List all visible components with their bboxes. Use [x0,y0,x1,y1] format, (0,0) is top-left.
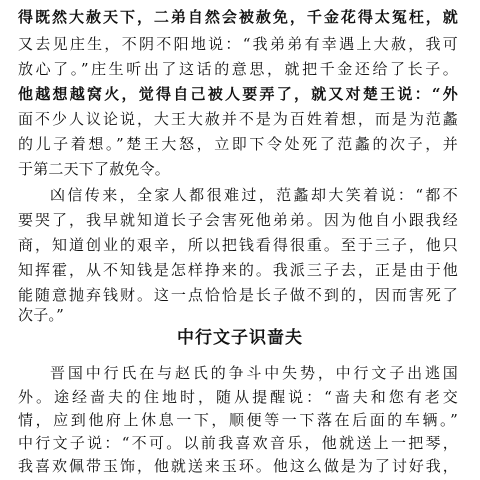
text-line: 得既然大赦天下，二弟自然会被赦免，千金花得太冤枉，就 [18,8,458,26]
text-line: 他越想越窝火，觉得自己被人要弄了，就又对楚王说：“外 [18,85,458,103]
text-line: 外。途经啬夫的住地时，随从提醒说：“啬夫和您有老交 [18,388,458,406]
paragraph-start-line: 晋国中行氏在与赵氏的争斗中失势，中行文子出逃国 [50,364,458,382]
text-line: 情，应到他府上休息一下，顺便等一下落在后面的车辆。” [18,411,458,429]
text-line: 面不少人议论说，大王大赦并不是为百姓着想，而是为范蠡 [18,110,458,128]
text-line: 商，知道创业的艰辛，所以把钱看得很重。至于三子，他只 [18,236,458,254]
text-line: 于第二天下了赦免令。 [18,160,171,178]
section-heading: 中行文子识啬夫 [177,328,303,348]
text-line: 放心了。”庄生听出了这话的意思，就把千金还给了长子。 [18,60,458,78]
paragraph-start-line: 凶信传来，全家人都很难过，范蠡却大笑着说：“都不 [50,186,458,204]
text-line: 要哭了，我早就知道长子会害死他弟弟。因为他自小跟我经 [18,211,458,229]
text-line: 的儿子着想。”楚王大怒，立即下令处死了范蠡的次子，并 [18,135,458,153]
text-line: 我喜欢佩带玉饰，他就送来玉环。他这么做是为了讨好我， [18,457,458,475]
text-line: 中行文子说：“不可。以前我喜欢音乐，他就送上一把琴， [18,434,458,452]
text-line: 能随意抛弃钱财。这一点恰恰是长子做不到的，因而害死了 [18,286,458,304]
text-line: 次子。” [18,306,64,324]
text-line: 知挥霍，从不知钱是怎样挣来的。我派三子去，正是由于他 [18,261,458,279]
text-line: 又去见庄生，不阴不阳地说：“我弟弟有幸遇上大赦，我可 [18,35,458,53]
